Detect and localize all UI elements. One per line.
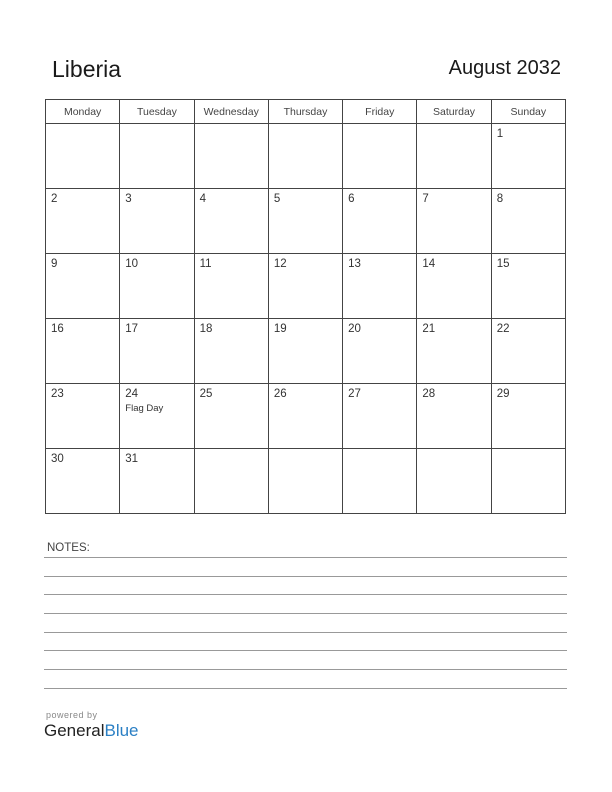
calendar-grid: [45, 99, 566, 514]
weekday-friday: Friday: [343, 100, 417, 124]
day-number: 3: [125, 193, 132, 205]
calendar-day-cell: [120, 189, 194, 254]
calendar-day-cell: [491, 124, 565, 189]
day-number: 14: [422, 258, 436, 270]
calendar-day-cell: [194, 384, 268, 449]
day-number: 15: [496, 258, 510, 270]
calendar-day-cell: [268, 254, 342, 319]
calendar-week-row: [46, 124, 566, 189]
calendar-day-cell: [194, 254, 268, 319]
calendar-day-cell: [417, 449, 491, 514]
day-number: 12: [273, 258, 287, 270]
weekday-monday: Monday: [46, 100, 120, 124]
month-year-title: August 2032: [448, 57, 561, 79]
calendar-day-cell: [491, 254, 565, 319]
note-line: [44, 594, 567, 595]
calendar-day-cell: [417, 319, 491, 384]
day-number: 27: [348, 388, 361, 400]
calendar-day-cell: [268, 449, 342, 514]
brand-general-text: General: [44, 721, 105, 740]
note-line: [44, 669, 567, 670]
calendar-day-cell: [343, 124, 417, 189]
calendar-day-cell: [268, 319, 342, 384]
note-line: [44, 650, 567, 651]
calendar-day-cell: [120, 124, 194, 189]
day-number: 19: [273, 323, 287, 335]
weekday-header-row: [46, 100, 566, 124]
calendar-week-row: [46, 319, 566, 384]
calendar-day-cell: [46, 189, 120, 254]
calendar-day-cell: [120, 384, 194, 449]
day-number: 18: [199, 323, 213, 335]
day-number: 28: [422, 388, 436, 400]
calendar-day-cell: [417, 254, 491, 319]
calendar-day-cell: [268, 124, 342, 189]
calendar-week-row: [46, 254, 566, 319]
day-number: 26: [273, 388, 287, 400]
day-number: 24: [125, 388, 139, 400]
day-number: 6: [348, 193, 355, 205]
holiday-label: Flag Day: [125, 403, 164, 414]
day-number: 1: [496, 128, 504, 140]
day-number: 17: [125, 323, 139, 335]
weekday-tuesday: Tuesday: [120, 100, 194, 124]
country-title: Liberia: [52, 56, 122, 82]
note-line: [44, 613, 567, 614]
calendar-day-cell: [343, 319, 417, 384]
day-number: 4: [199, 193, 206, 205]
weekday-sunday: Sunday: [491, 100, 565, 124]
calendar-day-cell: [194, 449, 268, 514]
calendar-day-cell: [46, 254, 120, 319]
calendar-day-cell: [120, 319, 194, 384]
calendar-day-cell: [46, 124, 120, 189]
weekday-wednesday: Wednesday: [194, 100, 268, 124]
weekday-saturday: Saturday: [417, 100, 491, 124]
calendar-week-row: [46, 449, 566, 514]
calendar-day-cell: [194, 189, 268, 254]
day-number: 13: [348, 258, 361, 270]
calendar-day-cell: [417, 124, 491, 189]
note-line: [44, 557, 567, 558]
calendar-day-cell: [194, 124, 268, 189]
day-number: 20: [348, 323, 361, 335]
calendar-week-row: [46, 189, 566, 254]
day-number: 23: [51, 388, 64, 400]
calendar-day-cell: [417, 189, 491, 254]
brand-blue-text: Blue: [104, 721, 139, 740]
powered-by-text: powered by: [46, 710, 98, 720]
calendar-day-cell: [343, 189, 417, 254]
calendar-day-cell: [491, 189, 565, 254]
notes-label: NOTES:: [47, 542, 90, 554]
day-number: 16: [51, 323, 64, 335]
calendar-day-cell: [268, 189, 342, 254]
note-line: [44, 576, 567, 577]
day-number: 29: [496, 388, 510, 400]
calendar-day-cell: [343, 254, 417, 319]
day-number: 30: [51, 453, 64, 465]
calendar-day-cell: [343, 384, 417, 449]
day-number: 31: [125, 453, 139, 465]
weekday-thursday: Thursday: [268, 100, 342, 124]
calendar-day-cell: [491, 449, 565, 514]
calendar-day-cell: [46, 449, 120, 514]
day-number: 8: [496, 193, 504, 205]
calendar-day-cell: [491, 319, 565, 384]
calendar-day-cell: [491, 384, 565, 449]
calendar-day-cell: [120, 254, 194, 319]
day-number: 2: [51, 193, 58, 205]
day-number: 9: [51, 258, 58, 270]
day-number: 11: [199, 258, 212, 270]
day-number: 25: [199, 388, 213, 400]
note-line: [44, 688, 567, 689]
day-number: 21: [422, 323, 436, 335]
day-number: 22: [496, 323, 510, 335]
calendar-day-cell: [120, 449, 194, 514]
note-line: [44, 632, 567, 633]
day-number: 7: [422, 193, 429, 205]
day-number: 5: [273, 193, 281, 205]
brand-logo[interactable]: [44, 721, 139, 741]
calendar-day-cell: [46, 319, 120, 384]
calendar-day-cell: [417, 384, 491, 449]
calendar-day-cell: [194, 319, 268, 384]
calendar-day-cell: [343, 449, 417, 514]
calendar-day-cell: [268, 384, 342, 449]
calendar-week-row: [46, 384, 566, 449]
day-number: 10: [125, 258, 139, 270]
calendar-day-cell: [46, 384, 120, 449]
